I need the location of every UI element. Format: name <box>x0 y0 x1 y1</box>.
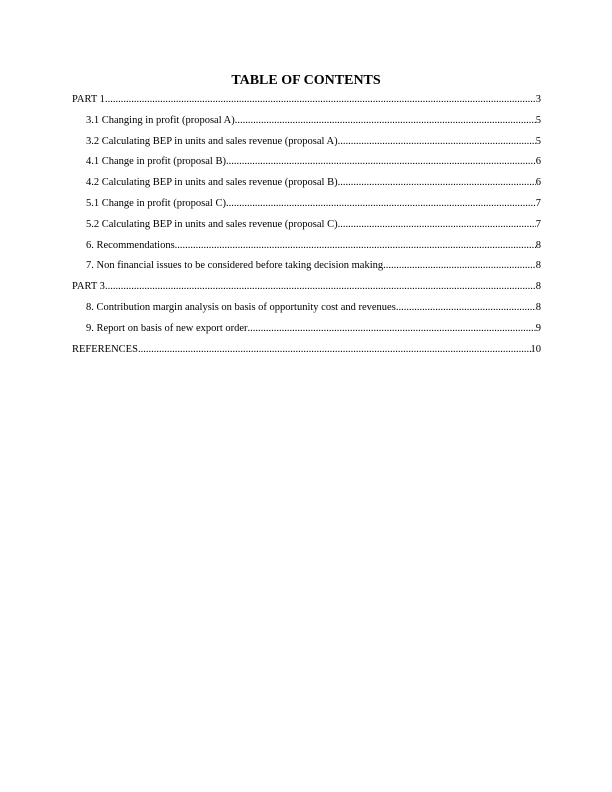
toc-entry-page: 7 <box>535 197 541 209</box>
toc-entry-page: 6 <box>535 156 541 168</box>
toc-dot-leader <box>105 280 536 294</box>
toc-entry-4-1[interactable] <box>72 155 541 176</box>
toc-dot-leader <box>248 322 536 336</box>
toc-entry-text: 4.1 Change in profit (proposal B) <box>86 156 226 168</box>
toc-entry-5-2[interactable] <box>72 218 541 239</box>
toc-entry-page: 5 <box>535 135 541 147</box>
toc-entry-text: PART 3 <box>72 281 105 293</box>
toc-entry-7[interactable] <box>72 259 541 280</box>
toc-entry-text: 3.2 Calculating BEP in units and sales revenue (proposal A) <box>86 135 338 147</box>
toc-entry-references[interactable] <box>72 343 541 364</box>
toc-dot-leader <box>396 301 536 315</box>
toc-entry-page: 3 <box>535 94 541 105</box>
toc-dot-leader <box>175 239 536 253</box>
toc-entry-part-1[interactable] <box>72 93 541 114</box>
toc-entry-8[interactable] <box>72 301 541 322</box>
toc-dot-leader <box>138 343 531 357</box>
toc-entry-page: 8 <box>535 281 541 293</box>
toc-entry-text: 7. Non financial issues to be considered before taking decision making <box>86 260 384 272</box>
toc-entry-text: REFERENCES <box>72 343 138 355</box>
toc-entry-page: 10 <box>530 343 541 355</box>
toc-entry-text: PART 1 <box>72 94 105 105</box>
toc-dot-leader <box>383 259 536 273</box>
toc-entry-3-2[interactable] <box>72 135 541 156</box>
toc-entry-6[interactable] <box>72 239 541 260</box>
toc-entry-page: 8 <box>535 239 541 251</box>
toc-entry-text: 5.2 Calculating BEP in units and sales revenue (proposal C) <box>86 218 338 230</box>
toc-entry-page: 7 <box>535 218 541 230</box>
toc-entry-page: 8 <box>535 260 541 272</box>
toc-entry-page: 6 <box>535 177 541 189</box>
toc-entry-part-3[interactable] <box>72 280 541 301</box>
toc-entry-text: 3.1 Changing in profit (proposal A) <box>86 114 235 126</box>
toc-entry-page: 9 <box>535 322 541 334</box>
toc-dot-leader <box>338 135 536 149</box>
toc-entry-text: 6. Recommendations <box>86 239 175 251</box>
toc-entry-page: 5 <box>535 114 541 126</box>
toc-entry-page: 8 <box>535 301 541 313</box>
toc-dot-leader <box>235 114 536 128</box>
toc-entry-text: 8. Contribution margin analysis on basis of opportunity cost and revenues <box>86 301 396 313</box>
toc-dot-leader <box>338 176 536 190</box>
toc-entry-text: 5.1 Change in profit (proposal C) <box>86 197 226 209</box>
toc-entry-9[interactable] <box>72 322 541 343</box>
toc-entry-text: 4.2 Calculating BEP in units and sales revenue (proposal B) <box>86 177 338 189</box>
toc-entry-5-1[interactable] <box>72 197 541 218</box>
toc-entry-3-1[interactable] <box>72 114 541 135</box>
toc-dot-leader <box>338 218 536 232</box>
toc-entry-text: 9. Report on basis of new export order <box>86 322 248 334</box>
toc-list <box>72 93 541 363</box>
toc-entry-4-2[interactable] <box>72 176 541 197</box>
toc-dot-leader <box>226 155 536 169</box>
toc-dot-leader <box>226 197 536 211</box>
toc-title: TABLE OF CONTENTS <box>231 73 381 88</box>
toc-dot-leader <box>105 93 536 107</box>
